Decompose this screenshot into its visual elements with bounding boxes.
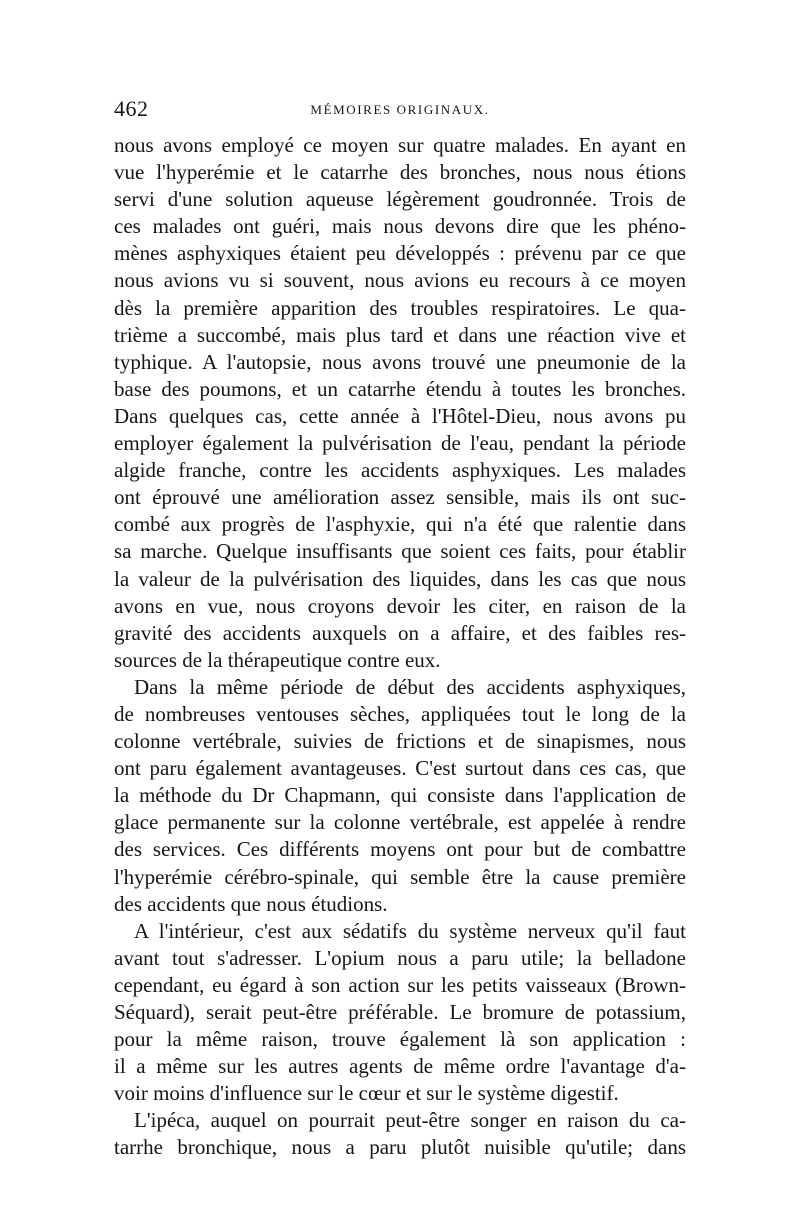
text-line: employer également la pulvérisation de l'eau, pendant la période [114,431,686,456]
text-line: base des poumons, et un catarrhe étendu à toutes les bronches. [114,376,686,401]
text-line: A l'intérieur, c'est aux sédatifs du système nerveux qu'il faut [134,918,686,943]
text-line: colonne vertébrale, suivies de frictions et de sinapismes, nous [114,729,686,754]
text-line: nous avons employé ce moyen sur quatre malades. En ayant en [114,133,686,157]
text-line: ces malades ont guéri, mais nous devons dire que les phéno- [114,214,686,239]
text-line: glace permanente sur la colonne vertébrale, est appelée à rendre [114,810,686,835]
text-line: pour la même raison, trouve également là son application : [114,1027,686,1052]
text-line: Séquard), serait peut-être préférable. Le bromure de potassium, [114,1000,686,1024]
body-text [114,132,686,1162]
text-line: il a même sur les autres agents de même ordre l'avantage d'a- [114,1054,686,1079]
text-line: Dans quelques cas, cette année à l'Hôtel-Dieu, nous avons pu [114,403,686,428]
text-line: algide franche, contre les accidents asphyxiques. Les malades [114,458,686,483]
text-line: combé aux progrès de l'asphyxie, qui n'a été que ralentie dans [114,512,686,537]
text-line: ont paru également avantageuses. C'est surtout dans ces cas, que [114,756,686,781]
text-line: L'ipéca, auquel on pourrait peut-être songer en raison du ca- [134,1108,686,1133]
text-line: la méthode du Dr Chapmann, qui consiste dans l'application de [114,783,686,808]
text-line: des services. Ces différents moyens ont pour but de combattre [114,837,686,862]
page-header [114,96,686,132]
book-page [114,96,686,1162]
text-line: cependant, eu égard à son action sur les petits vaisseaux (Brown- [114,972,686,997]
page-number: 462 [114,96,149,121]
text-line: servi d'une solution aqueuse légèrement goudronnée. Trois de [114,187,686,212]
text-line: gravité des accidents auxquels on a affaire, et des faibles res- [114,620,686,645]
text-line: avant tout s'adresser. L'opium nous a paru utile; la belladone [114,945,686,970]
text-line: voir moins d'influence sur le cœur et sur le système digestif. [114,1081,619,1106]
text-line: Dans la même période de début des accidents asphyxiques, [134,674,686,699]
text-line: dès la première apparition des troubles respiratoires. Le qua- [114,295,686,320]
running-title: MÉMOIRES ORIGINAUX. [310,102,490,117]
text-line: avons en vue, nous croyons devoir les citer, en raison de la [114,593,686,618]
text-line: de nombreuses ventouses sèches, appliquées tout le long de la [114,701,686,726]
text-line: l'hyperémie cérébro-spinale, qui semble être la cause première [114,864,686,889]
text-line: mènes asphyxiques étaient peu développés : prévenu par ce que [114,241,686,266]
text-line: ont éprouvé une amélioration assez sensible, mais ils ont suc- [114,485,686,510]
text-line: sa marche. Quelque insuffisants que soient ces faits, pour établir [114,539,686,564]
text-line: trième a succombé, mais plus tard et dans une réaction vive et [114,322,686,347]
text-line: vue l'hyperémie et le catarrhe des bronches, nous nous étions [114,160,686,185]
text-line: des accidents que nous étudions. [114,891,388,916]
text-line: nous avions vu si souvent, nous avions eu recours à ce moyen [114,268,686,293]
text-line: la valeur de la pulvérisation des liquides, dans les cas que nous [114,566,686,591]
text-line: typhique. A l'autopsie, nous avons trouvé une pneumonie de la [114,349,686,374]
text-line: sources de la thérapeutique contre eux. [114,647,441,672]
text-line: tarrhe bronchique, nous a paru plutôt nuisible qu'utile; dans [114,1135,686,1160]
